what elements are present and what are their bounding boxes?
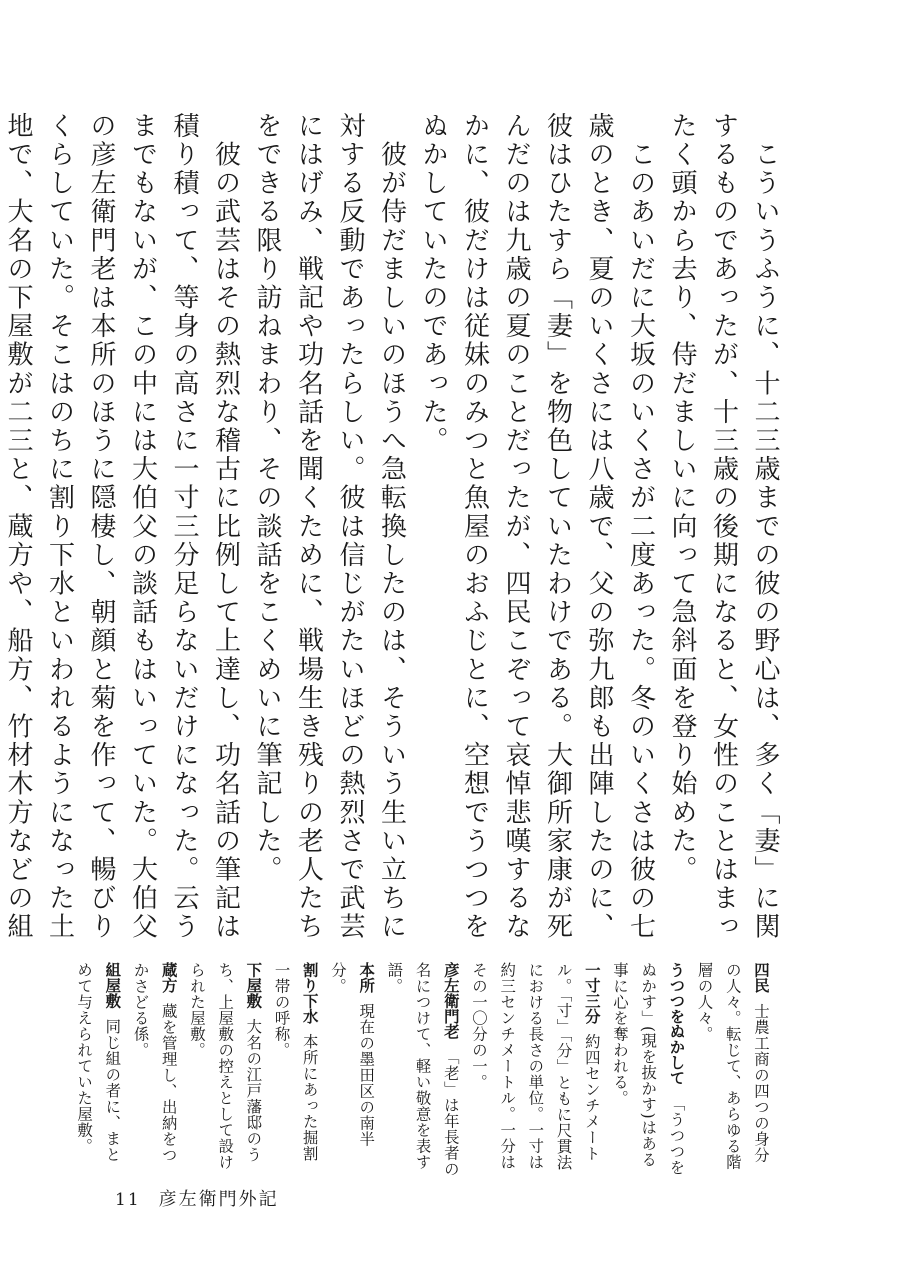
note-text: 「うつつをぬかす」(現を抜かす)はある事に心を奪われる。 (610, 962, 686, 1176)
note-item (70, 962, 126, 1177)
page-footer (115, 1185, 279, 1211)
note-text: 約四センチメートル。「寸」「分」ともに尺貫法における長さの単位。一寸は約三センチメートル。一分はその一〇分の一。 (469, 962, 601, 1171)
note-text: 現在の墨田区の南半分。 (328, 962, 376, 1147)
paragraph-4: 彼の武芸はその熱烈な稽古に比例して上達し、功名話の筆記は積り積って、等身の高さに一寸三分足らないだけになった。云うまでもないが、この中には大伯父の談話もはいっていた。大伯父の彦左衛門老は本所のほうに隠棲し、朝顔と菊を作って、暢びりくらしていた。そこはのちに割り下水といわれるようになった土地で、大名の下屋敷が二三と、蔵方や、船方、竹材木方などの組 (3, 112, 241, 942)
page-number: 11 (115, 1190, 141, 1210)
annotation-notes (75, 962, 775, 1177)
paragraph-3: 彼が侍だましいのほうへ急転換したのは、そういう生い立ちに対する反動であったらしい。彼は信じがたいほどの熱烈さで武芸にはげみ、戦記や功名話を聞くために、戦場生き残りの老人たちをできる限り訪ねまわり、その談話をこくめいに筆記した。 (252, 112, 407, 942)
note-text: 「老」は年長者の名につけて、軽い敬意を表す語。 (385, 962, 460, 1177)
note-term: 四民 (752, 962, 770, 993)
note-item (380, 962, 465, 1177)
note-term: うつつをぬかして (667, 962, 686, 1086)
note-text: 蔵を管理し、出納をつかさどる係。 (131, 962, 178, 1163)
note-item (267, 962, 323, 1177)
paragraph-1: こういうふうに、十二三歳までの彼の野心は、多く「妻」に関するものであったが、十三歳の後期になると、女性のことはまったく頭から去り、侍だましいに向って急斜面を登り始めた。 (667, 112, 780, 942)
note-term: 一寸三分 (582, 962, 601, 1024)
note-item (324, 962, 380, 1177)
note-item (606, 962, 691, 1177)
note-term: 下屋敷 (244, 962, 263, 1009)
note-item (183, 962, 268, 1177)
note-term: 彦左衛門老 (441, 962, 460, 1039)
note-item (126, 962, 182, 1177)
note-text: 同じ組の者に、まとめて与えられていた屋敷。 (75, 962, 122, 1163)
paragraph-2: このあいだに大坂のいくさが二度あった。冬のいくさは彼の七歳のとき、夏のいくさには八歳で、父の弥九郎も出陣したのに、彼はひたすら「妻」を物色していたわけである。大御所家康が死んだのは九歳の夏のことだったが、四民こぞって哀悼悲嘆するなかに、彼だけは従妹のみつと魚屋のおふじとに、空想でうつつをぬかしていたのであった。 (418, 112, 656, 942)
note-text: 大名の江戸藩邸のうち、上屋敷の控えとして設けられた屋敷。 (187, 962, 263, 1170)
note-text: 士農工商の四つの身分の人々。転じて、あらゆる階層の人々。 (695, 962, 770, 1170)
note-term: 割り下水 (300, 962, 319, 1024)
book-title: 彦左衛門外記 (158, 1189, 279, 1210)
note-text: 本所にあった掘割一帯の呼称。 (272, 962, 319, 1162)
main-text-body (3, 112, 785, 947)
note-item (465, 962, 606, 1177)
note-term: 本所 (357, 962, 376, 993)
note-item (690, 962, 775, 1177)
note-term: 蔵方 (159, 962, 178, 993)
note-term: 組屋敷 (103, 962, 122, 1009)
